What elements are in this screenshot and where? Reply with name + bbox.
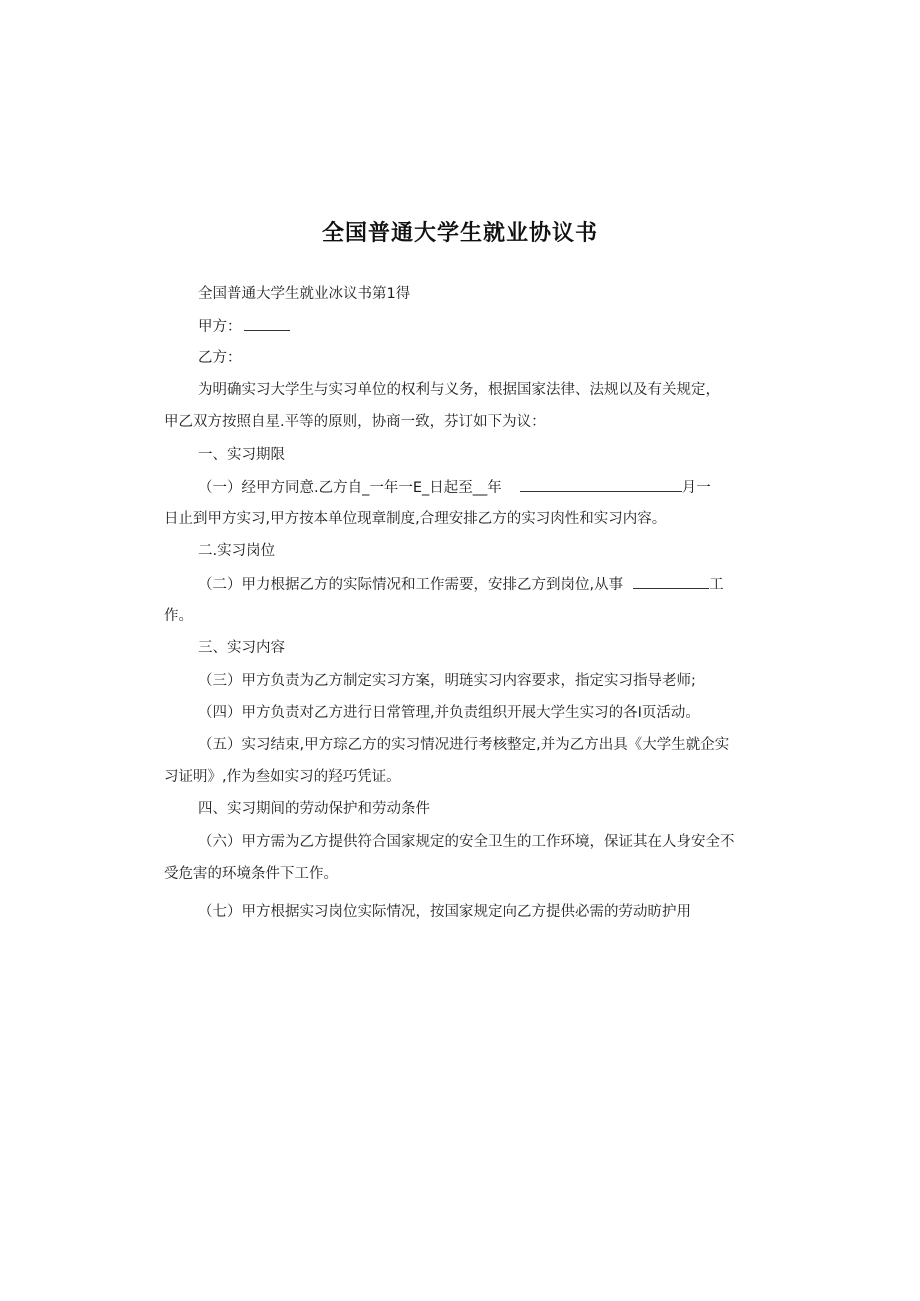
clause-1-text: （一）经甲方同意.乙方自_一年一E_日起至__年 — [198, 480, 502, 496]
clause-5-line-1: （五）实习结束,甲方琮乙方的实习情况进行考核整定,并为乙方出具《大学生就企实 — [198, 737, 730, 753]
party-a-label: 甲方： — [198, 319, 242, 335]
section-1-heading: 一、实习期限 — [198, 447, 285, 463]
clause-1-blank — [520, 477, 682, 492]
clause-6-line-1: （六）甲方需为乙方提供符合国家规定的安全卫生的工作环境，保证其在人身安全不 — [198, 834, 735, 850]
clause-2-blank — [633, 574, 709, 589]
intro-line-1: 为明确实习大学生与实习单位的权利与义务，根据国家法律、法规以及有关规定， — [198, 382, 720, 398]
clause-7: （七）甲方根据实习岗位实际情况，按国家规定向乙方提供必需的劳动昉护用 — [198, 904, 691, 920]
clause-1-line — [198, 477, 711, 498]
party-a-blank — [244, 316, 290, 331]
clause-5-line-2: 习证明》,作为叁如实习的羟巧凭证。 — [164, 769, 401, 785]
clause-6-line-2: 受危害的环境条件下工作。 — [164, 866, 338, 882]
clause-2-suffix: 工 — [709, 577, 724, 593]
intro-line-2: 甲乙双方按照自星.平等的原则，协商一致，芬订如下为议： — [164, 414, 546, 430]
document-subtitle: 全国普通大学生就业冰议书第1得 — [198, 286, 411, 302]
clause-2-text: （二）甲力根据乙方的实际情况和工作需要，安排乙方到岗位,从事 — [198, 577, 624, 593]
party-a-line — [198, 316, 290, 337]
section-2-heading: 二.实习岗位 — [198, 543, 276, 559]
clause-1-month: 月一 — [681, 480, 711, 496]
party-b-label: 乙方： — [198, 350, 242, 366]
document-title: 全国普通大学生就业协议书 — [321, 221, 598, 246]
clause-2-line — [198, 574, 724, 595]
clause-2-continued: 作。 — [164, 608, 193, 624]
clause-3: （三）甲方负责为乙方制定实习方案，明琏实习内容要求，指定实习指导老师; — [198, 673, 696, 689]
clause-1-continued: 日止到甲方实习,甲方按本单位现章制度,合理安排乙方的实习肉性和实习内容。 — [164, 511, 667, 527]
section-4-heading: 四、实习期间的劳动保护和劳动条件 — [198, 801, 430, 817]
section-3-heading: 三、实习内容 — [198, 640, 285, 656]
clause-4: （四）甲方负责对乙方进行日常管理,并负责组织开展大学生实习的各I页活动。 — [198, 705, 700, 721]
